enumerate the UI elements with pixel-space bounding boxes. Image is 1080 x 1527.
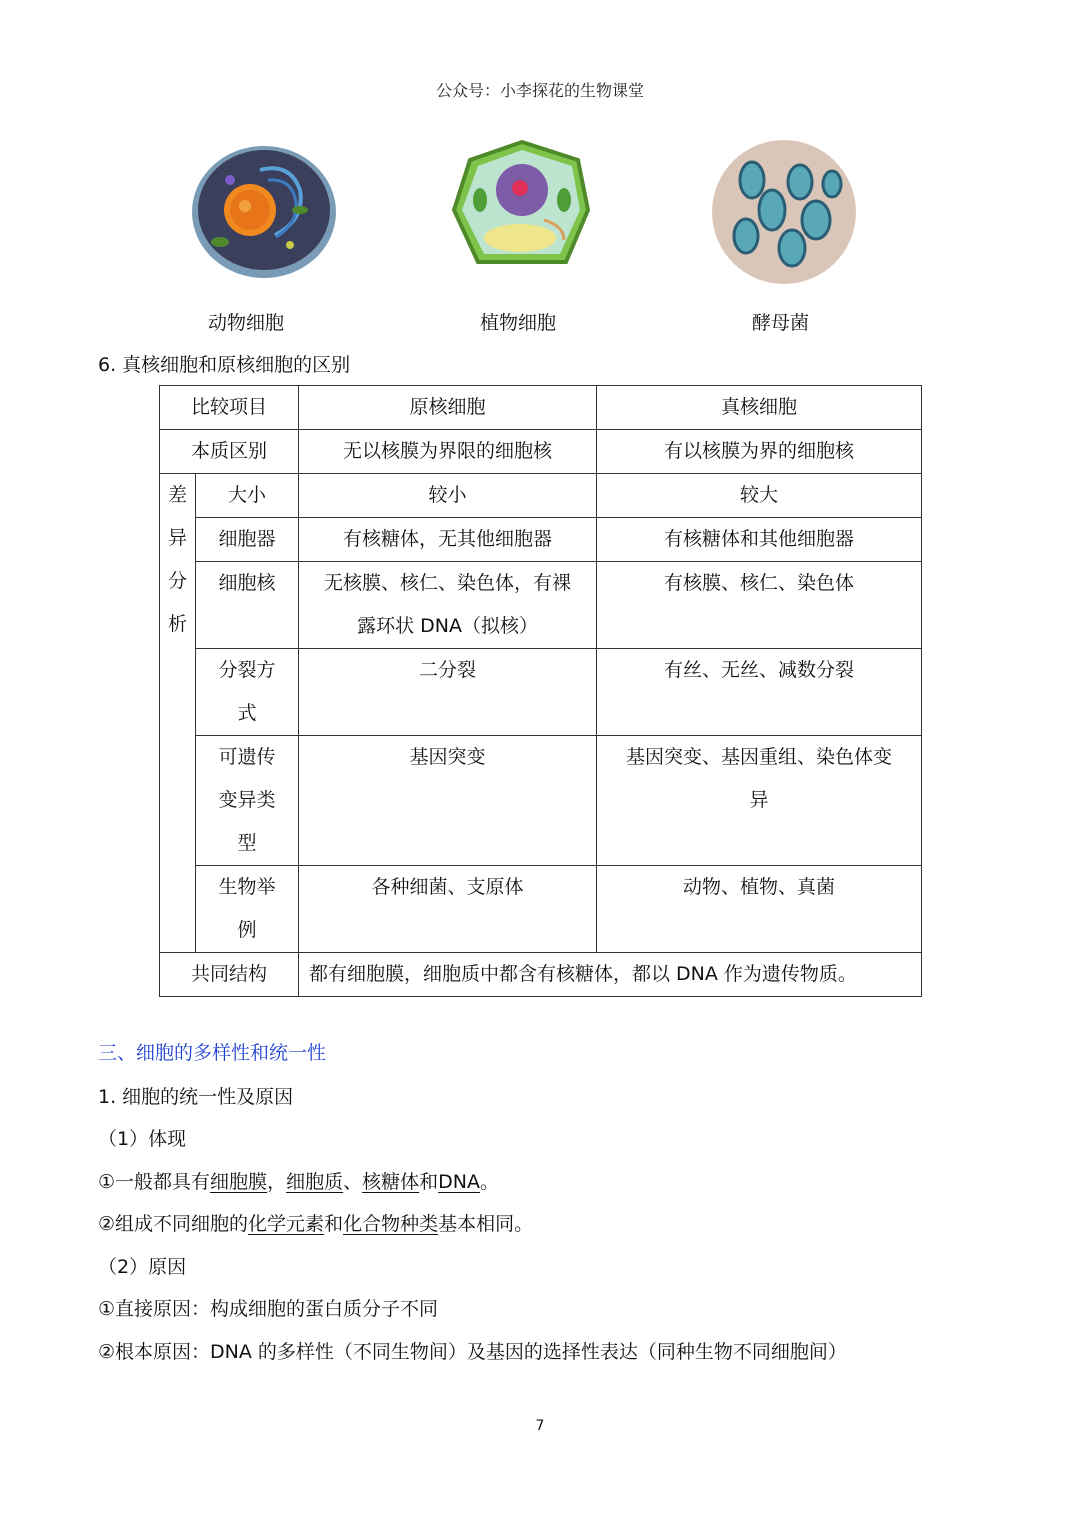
table-row xyxy=(160,430,922,474)
cell-division-pro: 二分裂 xyxy=(299,649,597,736)
row-label-nucleus: 细胞核 xyxy=(196,562,299,649)
animal-cell-image xyxy=(190,140,338,288)
cell-common: 都有细胞膜，细胞质中都含有核糖体，都以 DNA 作为遗传物质。 xyxy=(299,953,922,997)
comparison-table xyxy=(159,385,922,997)
cell-size-eu: 较大 xyxy=(597,474,922,518)
cell-examples-pro: 各种细菌、支原体 xyxy=(299,866,597,953)
caption-animal-cell: 动物细胞 xyxy=(208,312,285,334)
variation-label-line3: 型 xyxy=(237,832,257,854)
line2-mid: 和 xyxy=(324,1213,344,1235)
term-compounds: 化合物种类 xyxy=(343,1213,439,1235)
variation-eu-line1: 基因突变、基因重组、染色体变 xyxy=(626,746,893,768)
cell-examples-eu: 动物、植物、真菌 xyxy=(597,866,922,953)
line2-prefix: ②组成不同细胞的 xyxy=(98,1213,249,1235)
cell-essence-eu: 有以核膜为界的细胞核 xyxy=(597,430,922,474)
cell-nucleus-pro xyxy=(299,562,597,649)
examples-label-line1: 生物举 xyxy=(218,876,276,898)
unity-line2 xyxy=(98,1209,533,1236)
line1-mid: 和 xyxy=(419,1171,439,1193)
table-row xyxy=(160,562,922,649)
unity-line1 xyxy=(98,1167,499,1194)
line1-sep2: 、 xyxy=(343,1171,363,1193)
variation-label-line1: 可遗传 xyxy=(218,746,276,768)
header-item: 比较项目 xyxy=(160,386,299,430)
caption-plant-cell: 植物细胞 xyxy=(480,312,557,334)
row-label-division xyxy=(196,649,299,736)
row-label-common: 共同结构 xyxy=(160,953,299,997)
cell-nucleus-eu: 有核膜、核仁、染色体 xyxy=(597,562,922,649)
cell-size-pro: 较小 xyxy=(299,474,597,518)
diff-analysis-label xyxy=(160,474,196,953)
section6-title: 6. 真核细胞和原核细胞的区别 xyxy=(98,354,351,376)
diff-char: 分 xyxy=(167,570,187,592)
division-label-line1: 分裂方 xyxy=(218,659,276,681)
table-row xyxy=(160,518,922,562)
diff-char: 异 xyxy=(167,527,187,549)
line1-prefix: ①一般都具有 xyxy=(98,1171,211,1193)
cell-variation-pro: 基因突变 xyxy=(299,736,597,866)
page-header: 公众号：小李探花的生物课堂 xyxy=(435,81,644,100)
cell-images xyxy=(0,140,1080,300)
row-label-essence: 本质区别 xyxy=(160,430,299,474)
term-ribosome: 核糖体 xyxy=(362,1171,420,1193)
table-row xyxy=(160,649,922,736)
row-label-examples xyxy=(196,866,299,953)
variation-eu-line2: 异 xyxy=(749,789,769,811)
examples-label-line2: 例 xyxy=(237,919,257,941)
cell-division-eu: 有丝、无丝、减数分裂 xyxy=(597,649,922,736)
table-row xyxy=(160,736,922,866)
p1-title: 1. 细胞的统一性及原因 xyxy=(98,1086,294,1108)
table-row xyxy=(160,953,922,997)
line1-sep1: ， xyxy=(267,1171,287,1193)
variation-label-line2: 变异类 xyxy=(218,789,276,811)
line2-end: 基本相同。 xyxy=(438,1213,534,1235)
section3-title: 三、细胞的多样性和统一性 xyxy=(98,1042,327,1064)
caption-yeast: 酵母菌 xyxy=(752,312,810,334)
nucleus-pro-line1: 无核膜、核仁、染色体，有裸 xyxy=(324,572,572,594)
yeast-image xyxy=(712,140,856,284)
nucleus-pro-line2: 露环状 DNA（拟核） xyxy=(357,615,538,637)
row-label-organelle: 细胞器 xyxy=(196,518,299,562)
term-cytoplasm: 细胞质 xyxy=(286,1171,344,1193)
page-number: 7 xyxy=(535,1418,545,1434)
row-label-variation xyxy=(196,736,299,866)
p1-sub2: （2）原因 xyxy=(98,1256,187,1278)
cell-variation-eu xyxy=(597,736,922,866)
table-row xyxy=(160,474,922,518)
table-row xyxy=(160,386,922,430)
division-label-line2: 式 xyxy=(237,702,257,724)
row-label-size: 大小 xyxy=(196,474,299,518)
reason-line2: ②根本原因：DNA 的多样性（不同生物间）及基因的选择性表达（同种生物不同细胞间） xyxy=(98,1341,847,1363)
cell-organelle-eu: 有核糖体和其他细胞器 xyxy=(597,518,922,562)
reason-line1: ①直接原因：构成细胞的蛋白质分子不同 xyxy=(98,1298,439,1320)
cell-essence-pro: 无以核膜为界限的细胞核 xyxy=(299,430,597,474)
cell-organelle-pro: 有核糖体，无其他细胞器 xyxy=(299,518,597,562)
diff-char: 差 xyxy=(167,484,187,506)
header-eukaryote: 真核细胞 xyxy=(597,386,922,430)
term-cell-membrane: 细胞膜 xyxy=(210,1171,268,1193)
plant-cell-image xyxy=(448,140,596,268)
header-prokaryote: 原核细胞 xyxy=(299,386,597,430)
p1-sub1: （1）体现 xyxy=(98,1128,187,1150)
term-elements: 化学元素 xyxy=(248,1213,325,1235)
line1-end: 。 xyxy=(479,1171,499,1193)
diff-char: 析 xyxy=(167,613,187,635)
term-dna: DNA xyxy=(438,1171,480,1193)
table-row xyxy=(160,866,922,953)
